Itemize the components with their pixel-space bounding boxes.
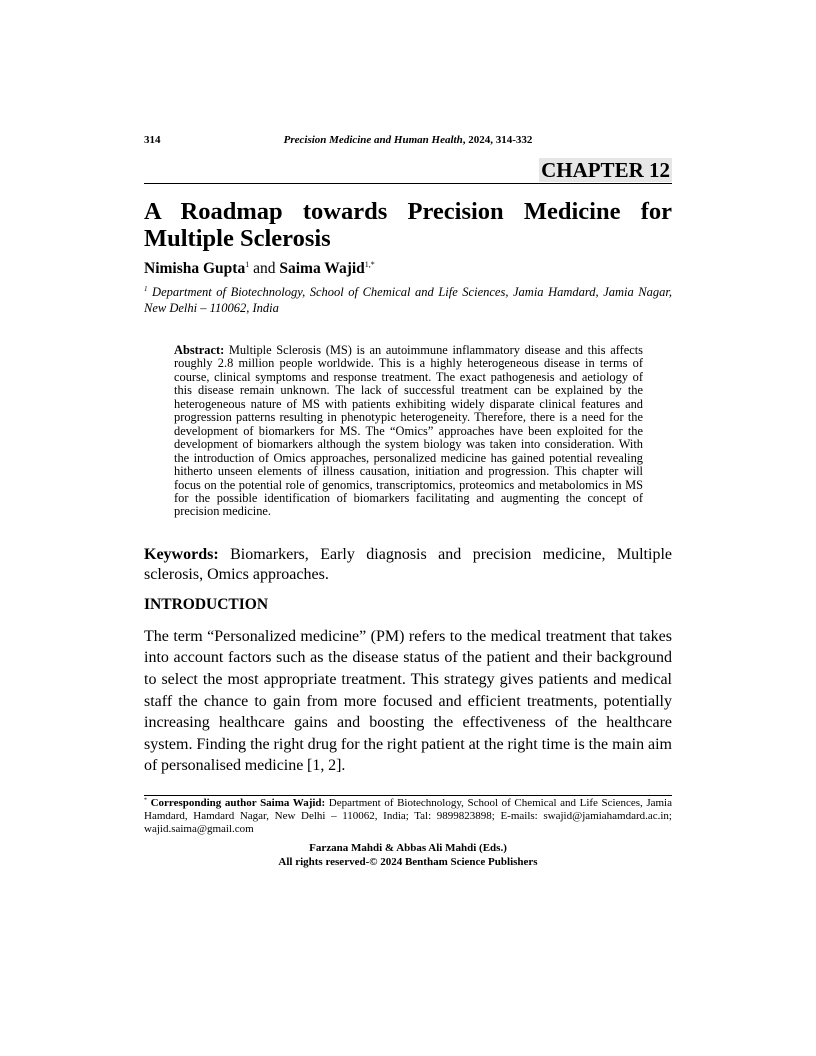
affiliation-mark: 1 [144, 284, 148, 293]
keywords-label: Keywords: [144, 545, 219, 563]
footnote-divider [144, 795, 672, 796]
journal-citation [144, 133, 672, 147]
footnote [144, 797, 672, 836]
footnote-text: Department of Biotechnology, School of Chemical and Life Sciences, Jamia Hamdard, Hamdard Nagar, New Delhi – 110062, India; Tal: 9899823898; E-mails: swajid@jamiahamdard.ac.in; wajid.saima@gmail.com [144, 797, 672, 835]
editors-line: Farzana Mahdi & Abbas Ali Mahdi (Eds.) [309, 842, 507, 854]
page-column [144, 133, 672, 869]
abstract-label: Abstract: [174, 343, 225, 357]
keywords-text: Biomarkers, Early diagnosis and precision medicine, Multiple sclerosis, Omics approaches. [144, 545, 672, 583]
copyright-line: All rights reserved-© 2024 Bentham Science Publishers [278, 855, 538, 868]
footnote-area [144, 785, 672, 869]
body-paragraph: The term “Personalized medicine” (PM) refers to the medical treatment that takes into account factors such as the disease status of the patient and their background to select the most appropriate treatment. This strategy gives patients and medical staff the chance to gain from more focused and efficient treatments, potentially increasing healthcare gains and boosting the effectiveness of the healthcare system. Finding the right drug for the right patient at the right time is the main aim of personalised medicine [1, 2]. [144, 627, 672, 775]
author-affiliation-mark: 1 [245, 260, 250, 269]
author-affiliation-mark: 1,* [364, 260, 375, 269]
running-header [144, 133, 672, 147]
keywords [144, 545, 672, 585]
title-line-1: A Roadmap towards Precision Medicine for [144, 198, 672, 225]
abstract-text: Multiple Sclerosis (MS) is an autoimmune inflammatory disease and this affects roughly 2.8 million people worldwide. This is a highly heterogeneous disease in terms of course, clinical symptoms and response treatment. The exact pathogenesis and aetiology of this disease remain unknown. The lack of successful treatment can be explained by the heterogeneous nature of MS with patients exhibiting widely disparate clinical features and progression patterns resulting in phenotypic heterogeneity. Therefore, there is a need for the development of biomarkers for MS. The “Omics” approaches have been exploited for the development of biomarkers although the system biology was taken into consideration. With the introduction of Omics approaches, personalized medicine has gained potential revealing hitherto unseen elements of illness causation, initiation and progression. This chapter will focus on the potential role of genomics, transcriptomics, proteomics and metabolomics in MS for the possible identification of biomarkers facilitating and augmenting the concept of precision medicine. [174, 343, 643, 519]
affiliation-text: Department of Biotechnology, School of Chemical and Life Sciences, Jamia Hamdard, Jamia Nagar, New Delhi – 110062, India [144, 285, 672, 315]
footnote-mark: * [144, 797, 147, 804]
affiliation [144, 284, 672, 316]
authors-conjunction: and [249, 260, 280, 277]
author-name: Nimisha Gupta [144, 260, 246, 277]
chapter-title [144, 198, 672, 252]
authors [144, 260, 672, 278]
page-number: 314 [144, 134, 161, 146]
title-line-2: Multiple Sclerosis [144, 225, 331, 252]
chapter-label: CHAPTER 12 [541, 158, 670, 182]
footnote-label: Corresponding author Saima Wajid: [147, 797, 326, 809]
journal-years: , 2024, 314-332 [462, 134, 533, 146]
header-divider [144, 183, 672, 184]
journal-name: Precision Medicine and Human Health [283, 134, 463, 146]
author-name: Saima Wajid [279, 260, 365, 277]
section-heading: INTRODUCTION [144, 595, 269, 613]
abstract [174, 344, 643, 519]
editors-credit [144, 842, 672, 869]
